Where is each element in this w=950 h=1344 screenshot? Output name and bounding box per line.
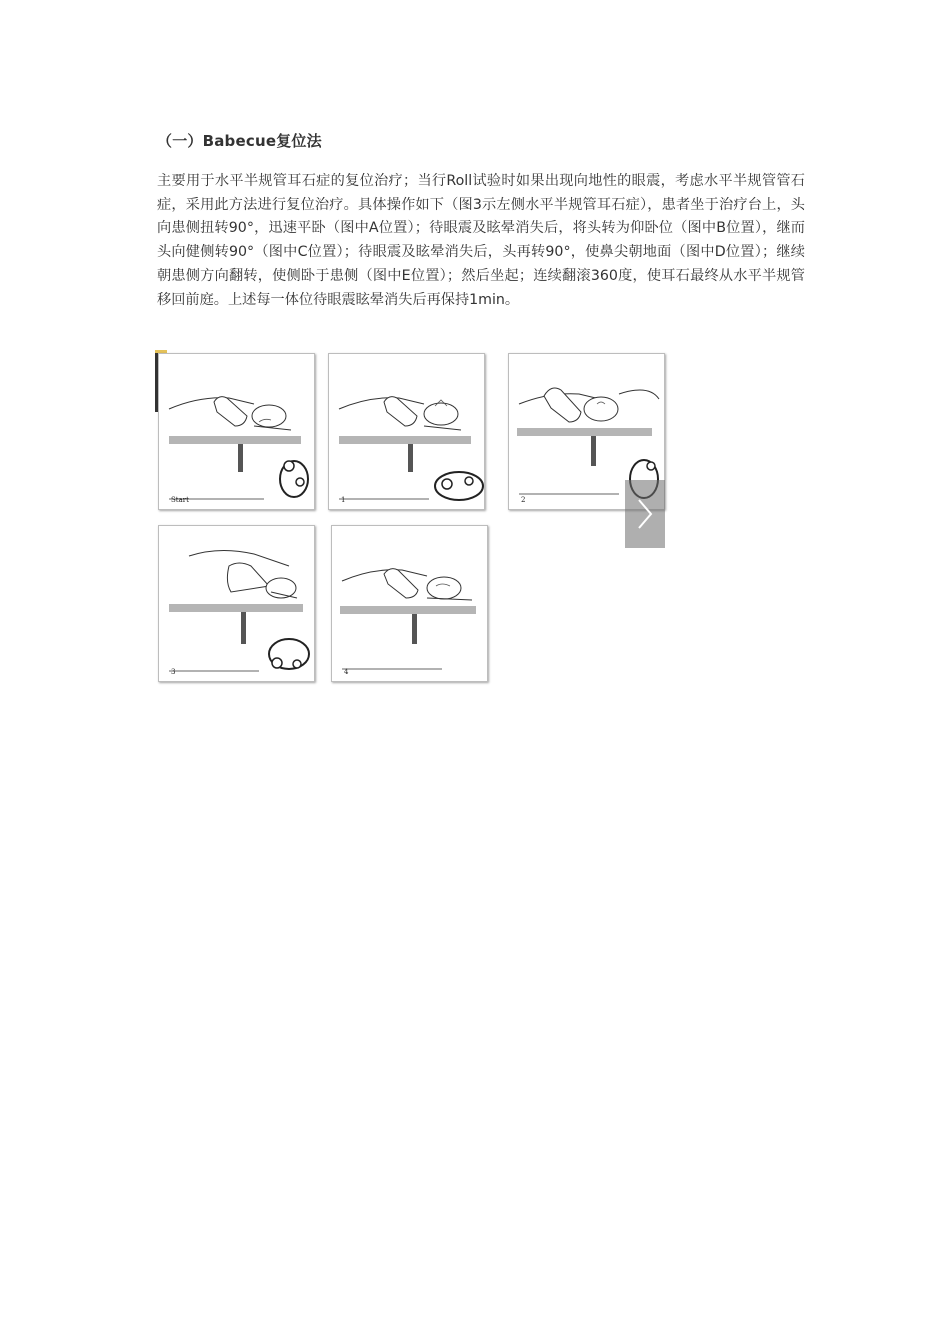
patient-lateral-affected-side-illustration	[332, 526, 487, 681]
figure-panel-3[interactable]	[158, 525, 315, 682]
panel-label: 3	[171, 668, 176, 676]
patient-supine-face-up-illustration	[329, 354, 484, 509]
panel-label: Start	[171, 496, 189, 504]
panel-label: 1	[341, 496, 346, 504]
gallery-next-button[interactable]	[625, 480, 665, 548]
section-heading: （一）Babecue复位法	[157, 132, 322, 150]
chevron-right-icon	[634, 496, 656, 532]
panel-label: 4	[344, 668, 349, 676]
patient-prone-nose-down-illustration	[159, 526, 314, 681]
figure-panel-1[interactable]	[328, 353, 485, 510]
section-paragraph: 主要用于水平半规管耳石症的复位治疗；当行Roll试验时如果出现向地性的眼震，考虑水平半规管管石症，采用此方法进行复位治疗。具体操作如下（图3示左侧水平半规管耳石症），患者坐于治疗台上，头向患侧扭转90°，迅速平卧（图中A位置）；待眼震及眩晕消失后，将头转为仰卧位（图中B位置），继而头向健侧转90°（图中C位置）；待眼震及眩晕消失后，头再转90°，使鼻尖朝地面（图中D位置）；继续朝患侧方向翻转，使侧卧于患侧（图中E位置）；然后坐起；连续翻滚360度，使耳石最终从水平半规管移回前庭。上述每一体位待眼震眩晕消失后再保持1min。	[157, 173, 805, 308]
figure-panel-start[interactable]	[158, 353, 315, 510]
figure-panel-4[interactable]	[331, 525, 488, 682]
patient-supine-head-turned-illustration	[159, 354, 314, 509]
figure-gallery	[155, 350, 675, 680]
panel-label: 2	[521, 496, 526, 504]
